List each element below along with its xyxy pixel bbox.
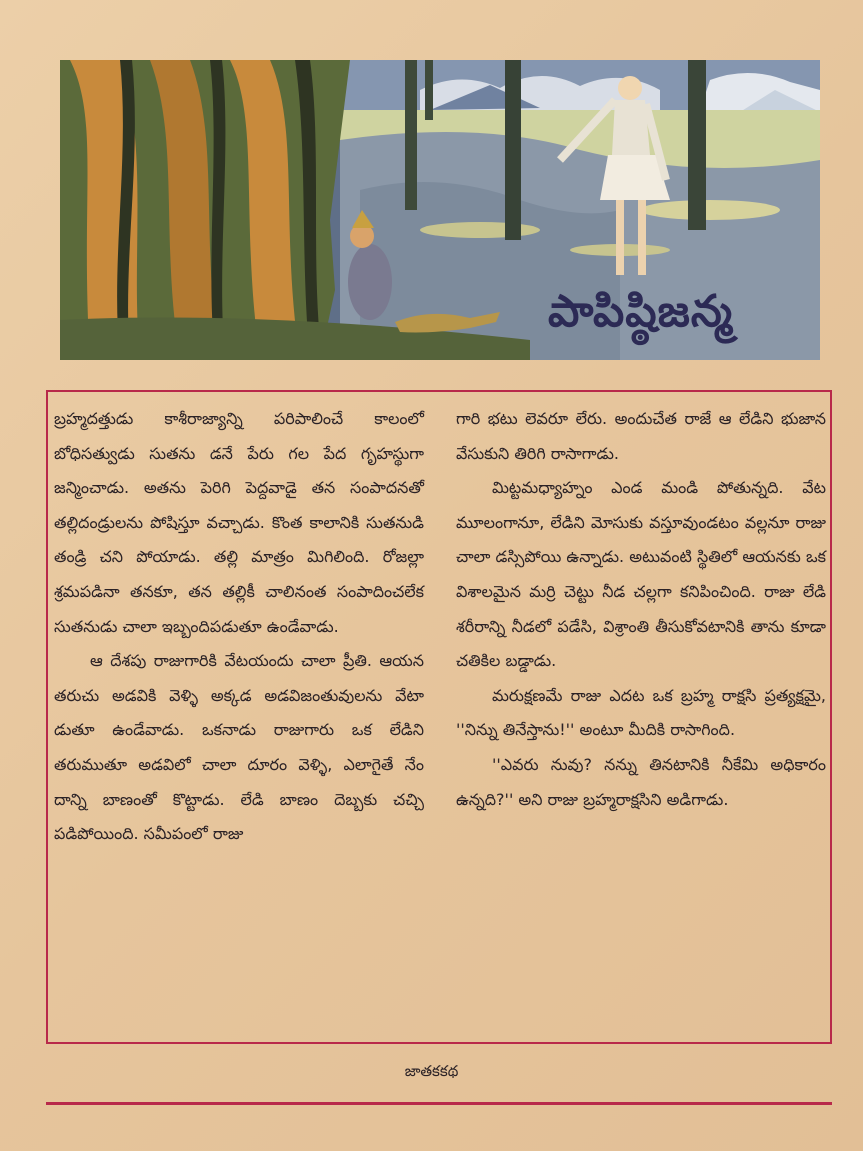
right-column — [456, 402, 826, 817]
paragraph: మరుక్షణమే రాజు ఎదట ఒక బ్రహ్మ రాక్షసి ప్రత్యక్షమై, ''నిన్ను తినేస్తాను!'' అంటూ మీదికి రాసాగింది. — [456, 685, 826, 740]
footer-label: జాతకకథ — [404, 1062, 459, 1080]
paragraph: బ్రహ్మదత్తుడు కాశీరాజ్యాన్ని పరిపాలించే కాలంలో బోధిసత్వుడు సుతను డనే పేరు గల పేద గృహస్థుగా జన్మించాడు. అతను పెరిగి పెద్దవాడై తన సంపాదనతో తల్లిదండ్రులను పోషిస్తూ వచ్చాడు. కొంత కాలానికి సుతనుడి తండ్రి చని పోయాడు. తల్లి మాత్రం మిగిలింది. రోజల్లా శ్రమపడినా తనకూ, తన తల్లికీ చాలినంత సంపాదించలేక సుతనుడు చాలా ఇబ్బందిపడుతూ ఉండేవాడు. — [54, 409, 424, 636]
story-title: పాపిష్ఠిజన్మ — [548, 286, 734, 337]
paragraph: మిట్టమధ్యాహ్నం ఎండ మండి పోతున్నది. వేట మూలంగానూ, లేడిని మోసుకు వస్తూవుండటం వల్లనూ రాజు చాలా డస్సిపోయి ఉన్నాడు. అటువంటి స్థితిలో ఆయనకు ఒక విశాలమైన మర్రి చెట్టు నీడ చల్లగా కనిపించింది. రాజు లేడి శరీరాన్ని నీడలో పడేసి, విశ్రాంతి తీసుకోవటానికి తాను కూడా చతికిల బడ్డాడు. — [456, 478, 826, 671]
paragraph: ''ఎవరు నువు? నన్ను తినటానికి నీకేమి అధికారం ఉన్నది?'' అని రాజు బ్రహ్మరాక్షసిని అడిగాడు. — [456, 754, 826, 809]
paragraph: ఆ దేశపు రాజుగారికి వేటయందు చాలా ప్రీతి. ఆయన తరుచు అడవికి వెళ్ళి అక్కడ అడవిజంతువులను వేటా డుతూ ఉండేవాడు. ఒకనాడు రాజుగారు ఒక లేడిని తరుముతూ అడవిలో చాలా దూరం వెళ్ళి, ఎలాగైతే నేం దాన్ని బాణంతో కొట్టాడు. లేడి బాణం దెబ్బకు చచ్చి పడిపోయింది. సమీపంలో రాజు — [54, 651, 424, 844]
story-text-frame — [46, 390, 832, 1044]
left-column — [54, 402, 424, 852]
paragraph: గారి భటు లెవరూ లేరు. అందుచేత రాజే ఆ లేడిని భుజాన వేసుకుని తిరిగి రాసాగాడు. — [456, 409, 826, 463]
footer-divider — [46, 1102, 832, 1105]
